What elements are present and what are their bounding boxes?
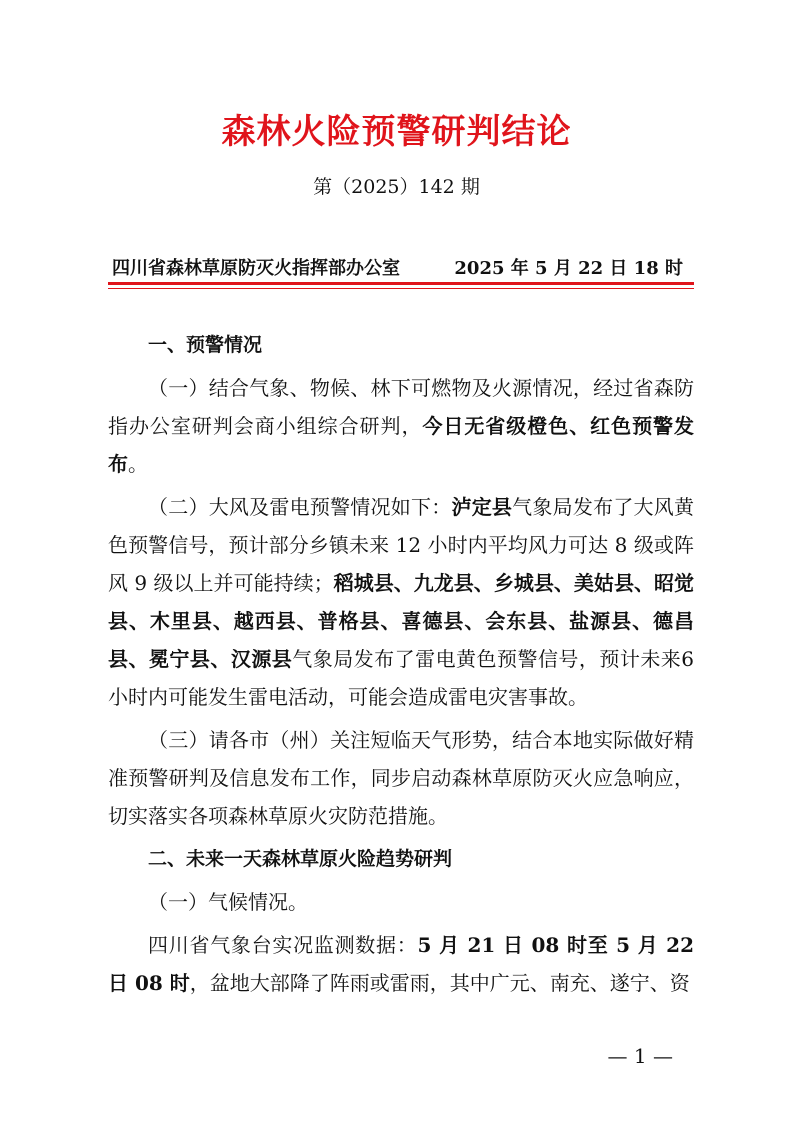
- section1-paragraph-1: [108, 369, 694, 483]
- bold-run: 5 月 21 日 08 时至 5 月 22 日 08 时: [108, 933, 695, 995]
- red-divider-thin: [108, 288, 694, 289]
- text-run: 气象局发布了雷电黄色预警信号，预计未来6 小时内可能发生雷电活动，可能会造成雷电灾害事故。: [108, 647, 694, 709]
- document-title: 森林火险预警研判结论: [221, 112, 572, 152]
- issuer-name: 四川省森林草原防灭火指挥部办公室: [112, 258, 400, 279]
- issuer-line: [112, 254, 683, 280]
- text-run: 。: [128, 452, 148, 476]
- document-body: [108, 326, 694, 1007]
- issue-datetime: 2025 年 5 月 22 日 18 时: [454, 258, 683, 279]
- section2-heading: 二、未来一天森林草原火险趋势研判: [148, 848, 453, 870]
- text-run: （一）结合气象、物候、林下可燃物及火源情况，经过省森防指办公室研判会商小组综合研判，: [108, 376, 694, 438]
- bold-run: 稻城县、九龙县、乡城县、美姑县、昭觉县、木里县、越西县、普格县、喜德县、会东县、盐源县、德昌县、冕宁县、汉源县: [108, 571, 694, 671]
- text-run: （二）大风及雷电预警情况如下：: [148, 495, 452, 519]
- text-run: ，盆地大部降了阵雨或雷雨，其中广元、南充、遂宁、资: [189, 971, 690, 995]
- red-divider-thick: [108, 282, 694, 285]
- bold-run: 泸定县: [451, 495, 513, 519]
- section1-paragraph-3: （三）请各市（州）关注短临天气形势，结合本地实际做好精准预警研判及信息发布工作，同步启动森林草原防灭火应急响应，切实落实各项森林草原火灾防范措施。: [108, 728, 694, 828]
- issue-number: 第（2025）142 期: [313, 176, 480, 198]
- section1-paragraph-2: [108, 488, 694, 716]
- text-run: 四川省气象台实况监测数据：: [148, 933, 418, 957]
- section1-heading: 一、预警情况: [148, 334, 263, 356]
- section2-paragraph-1: [108, 926, 694, 1002]
- bold-run: 今日无省级橙色、红色预警发布: [108, 414, 695, 476]
- section2-subheading-1: （一）气候情况。: [148, 890, 308, 914]
- text-run: 气象局发布了大风黄色预警信号，预计部分乡镇未来 12 小时内平均风力可达 8 级或阵风 9 级以上并可能持续；: [108, 495, 695, 595]
- page-number: — 1 —: [607, 1044, 673, 1068]
